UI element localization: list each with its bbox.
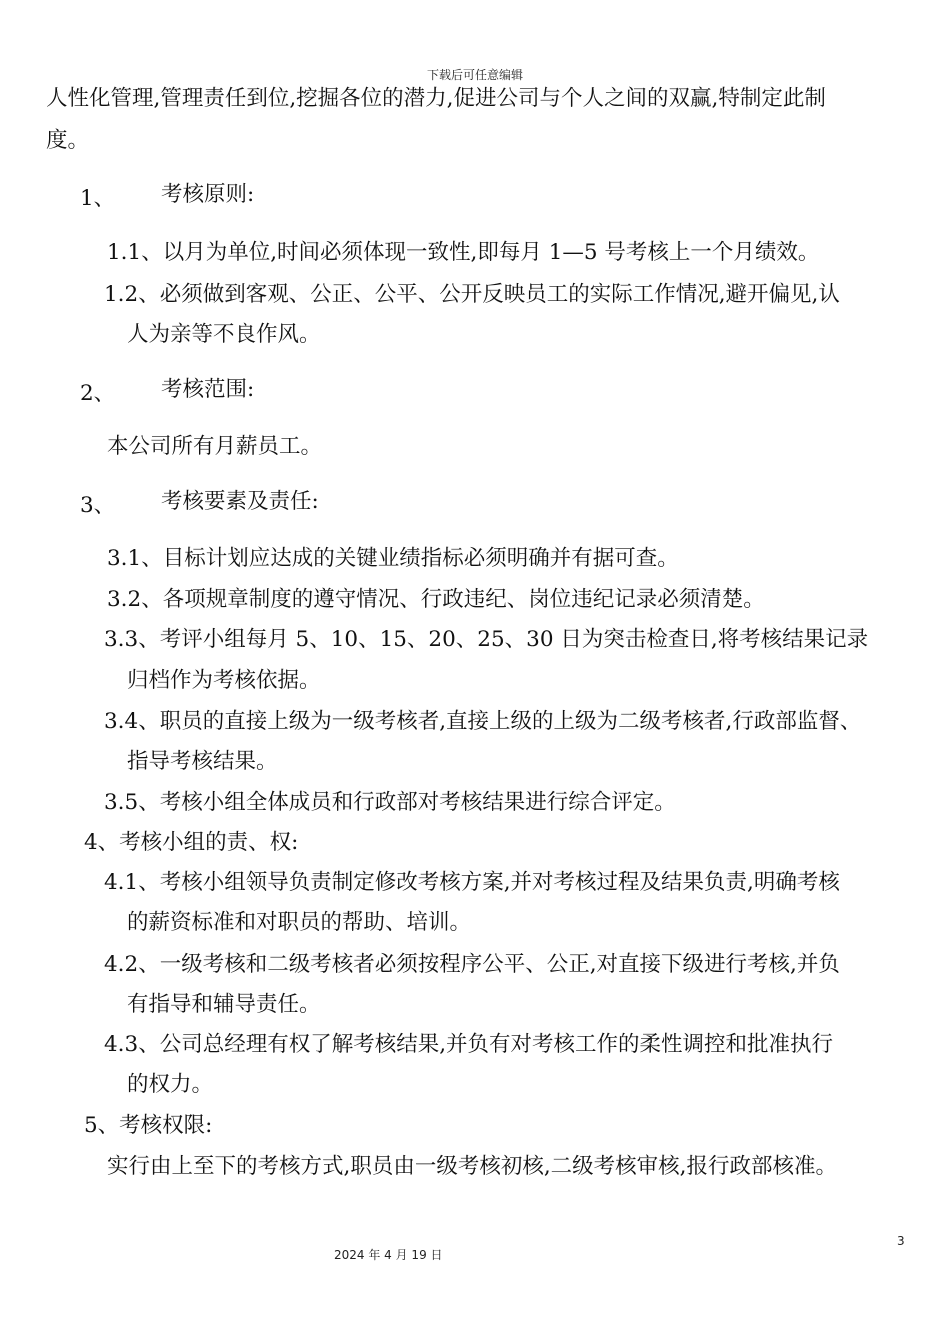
- section-1-title: 考核原则:: [161, 182, 255, 207]
- section-3-title: 考核要素及责任:: [161, 489, 319, 514]
- item-4-1-line-2: 的薪资标准和对职员的帮助、培训。: [127, 910, 472, 935]
- intro-line-2: 度。: [46, 128, 90, 153]
- item-4-2-line-2: 有指导和辅导责任。: [127, 992, 321, 1017]
- header-note: 下载后可任意编辑: [426, 68, 523, 82]
- item-4-1-line-1: 4.1、考核小组领导负责制定修改考核方案,并对考核过程及结果负责,明确考核: [104, 870, 840, 895]
- item-1-2-line-2: 人为亲等不良作风。: [127, 322, 321, 347]
- footer-date: 2024 年 4 月 19 日: [334, 1248, 443, 1262]
- section-4-title: 4、考核小组的责、权:: [84, 830, 299, 855]
- section-5-body: 实行由上至下的考核方式,职员由一级考核初核,二级考核审核,报行政部核准。: [107, 1154, 838, 1179]
- item-3-4-line-2: 指导考核结果。: [127, 749, 278, 774]
- section-5-title: 5、考核权限:: [84, 1113, 213, 1138]
- item-4-2-line-1: 4.2、一级考核和二级考核者必须按程序公平、公正,对直接下级进行考核,并负: [104, 952, 840, 977]
- item-3-2: 3.2、各项规章制度的遵守情况、行政违纪、岗位违纪记录必须清楚。: [107, 587, 765, 612]
- item-3-3-line-2: 归档作为考核依据。: [127, 668, 321, 693]
- item-3-3-line-1: 3.3、考评小组每月 5、10、15、20、25、30 日为突击检查日,将考核结果记录: [104, 627, 869, 652]
- section-2-title: 考核范围:: [161, 377, 255, 402]
- page-number: 3: [897, 1234, 905, 1248]
- section-2-number: 2、: [80, 381, 116, 406]
- section-1-number: 1、: [80, 186, 116, 211]
- section-3-number: 3、: [80, 493, 116, 518]
- item-3-1: 3.1、目标计划应达成的关键业绩指标必须明确并有据可查。: [107, 546, 679, 571]
- item-4-3-line-1: 4.3、公司总经理有权了解考核结果,并负有对考核工作的柔性调控和批准执行: [104, 1032, 834, 1057]
- item-1-1: 1.1、以月为单位,时间必须体现一致性,即每月 1—5 号考核上一个月绩效。: [107, 240, 820, 265]
- item-4-3-line-2: 的权力。: [127, 1072, 214, 1097]
- item-1-2-line-1: 1.2、必须做到客观、公正、公平、公开反映员工的实际工作情况,避开偏见,认: [104, 282, 840, 307]
- intro-line-1: 人性化管理,管理责任到位,挖掘各位的潜力,促进公司与个人之间的双赢,特制定此制: [46, 86, 826, 111]
- item-3-5: 3.5、考核小组全体成员和行政部对考核结果进行综合评定。: [104, 790, 676, 815]
- section-2-body: 本公司所有月薪员工。: [107, 434, 323, 459]
- item-3-4-line-1: 3.4、职员的直接上级为一级考核者,直接上级的上级为二级考核者,行政部监督、: [104, 709, 862, 734]
